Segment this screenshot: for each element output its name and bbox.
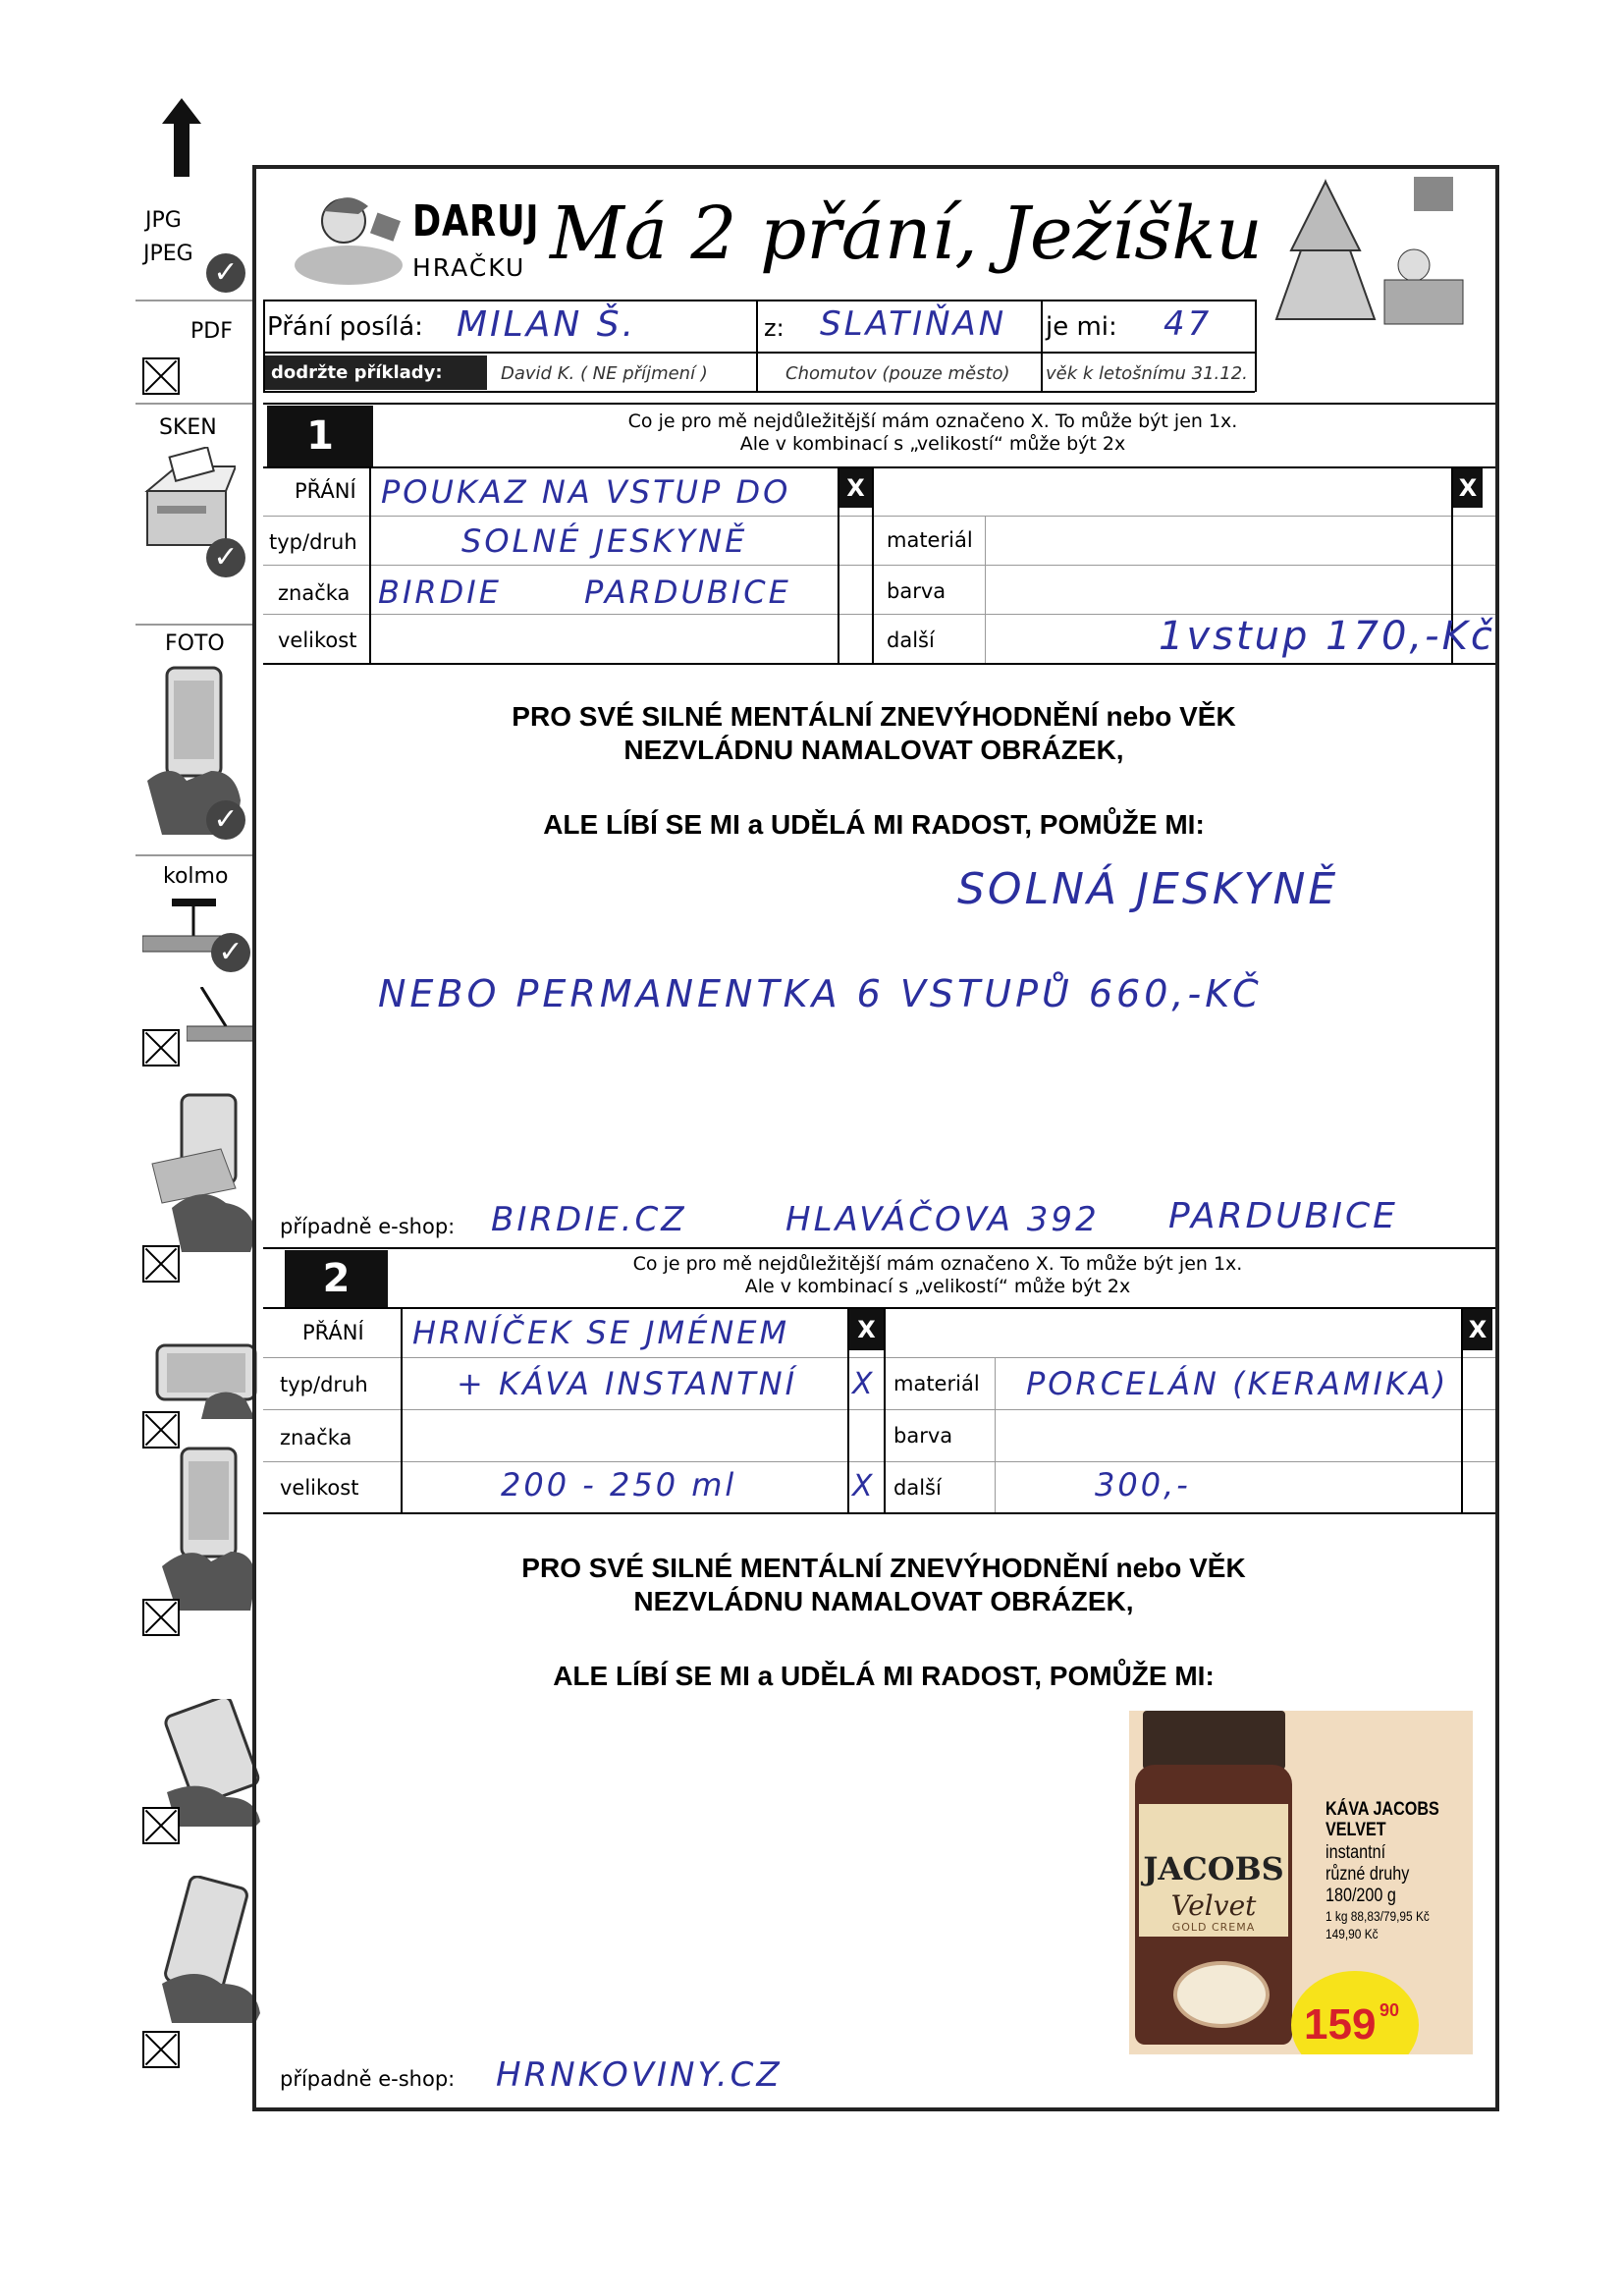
logo-hracku: HRAČKU bbox=[412, 253, 526, 282]
cross-icon bbox=[142, 2031, 180, 2068]
wish-2-label-material: materiál bbox=[893, 1372, 980, 1395]
wish-2-number: 2 bbox=[285, 1250, 388, 1307]
ad-line-4: 1 kg 88,83/79,95 Kč bbox=[1325, 1908, 1430, 1924]
wish-2-label-color: barva bbox=[893, 1424, 953, 1448]
cross-icon bbox=[142, 1599, 180, 1636]
wish-1-value-wish: POUKAZ NA VSTUP DO bbox=[381, 473, 791, 511]
wish-1-label-wish: PŘÁNÍ bbox=[295, 479, 356, 503]
format-jpeg-label: JPEG bbox=[143, 242, 193, 266]
wish-1-handwritten-2: NEBO PERMANENTKA 6 VSTUPŮ 660,-KČ bbox=[378, 972, 1263, 1015]
wish-1-value-brand-1: BIRDIE bbox=[378, 574, 502, 611]
page-title: Má 2 přání, Ježíšku bbox=[550, 191, 1263, 276]
checkmark-icon: ✓ bbox=[206, 538, 245, 577]
wish-2-value-size: 200 - 250 ml bbox=[501, 1466, 737, 1503]
wish-1-x-mark-right: X bbox=[1453, 468, 1483, 508]
santa-logo-icon bbox=[290, 187, 412, 290]
format-perpendicular-label: kolmo bbox=[163, 864, 229, 889]
wish-2-eshop-label: případně e-shop: bbox=[280, 2067, 456, 2091]
wish-2-type-mark: X bbox=[852, 1367, 876, 1401]
sender-label: Přání posílá: bbox=[267, 312, 423, 342]
wish-1-eshop-1: BIRDIE.CZ bbox=[491, 1200, 687, 1239]
example-label: dodržte příklady: bbox=[265, 355, 487, 390]
wish-2-label-wish: PŘÁNÍ bbox=[302, 1321, 364, 1344]
ad-line-2: různé druhy bbox=[1325, 1864, 1410, 1885]
wish-2-statement-2: NEZVLÁDNU NAMALOVAT OBRÁZEK, bbox=[633, 1586, 1134, 1616]
wish-1-statement-2: NEZVLÁDNU NAMALOVAT OBRÁZEK, bbox=[623, 735, 1124, 765]
format-jpg-label: JPG bbox=[145, 208, 182, 233]
wish-1-handwritten-1: SOLNÁ JESKYNĚ bbox=[957, 864, 1339, 914]
wish-1-eshop-3: PARDUBICE bbox=[1168, 1196, 1398, 1236]
sender-name: MILAN Š. bbox=[457, 304, 637, 345]
format-pdf-label: PDF bbox=[190, 319, 233, 344]
ad-price: 159 bbox=[1304, 2000, 1377, 2049]
wish-2-label-other: další bbox=[893, 1476, 942, 1500]
wish-1-statement-3: ALE LÍBÍ SE MI a UDĚLÁ MI RADOST, POMŮŽE MI: bbox=[543, 809, 1205, 840]
format-photo-label: FOTO bbox=[165, 631, 225, 656]
wish-1-label-size: velikost bbox=[278, 629, 357, 652]
checkmark-icon: ✓ bbox=[206, 800, 245, 840]
age-value: 47 bbox=[1163, 304, 1213, 344]
format-scan-label: SKEN bbox=[159, 415, 217, 440]
example-name: David K. ( NE příjmení ) bbox=[501, 363, 708, 384]
ad-price-cents: 90 bbox=[1380, 2000, 1400, 2020]
ad-sub: Velvet bbox=[1170, 1889, 1257, 1922]
ad-line-1: instantní bbox=[1325, 1842, 1386, 1863]
wish-2-value-type: + KÁVA INSTANTNÍ bbox=[457, 1365, 798, 1402]
logo-daruj: DARUJ bbox=[412, 196, 540, 246]
wish-2-value-material: PORCELÁN (KERAMIKA) bbox=[1026, 1365, 1449, 1402]
product-ad-image bbox=[1129, 1711, 1473, 2054]
wish-1-x-mark: X bbox=[839, 468, 872, 508]
city-value: SLATIŇAN bbox=[820, 304, 1007, 344]
wish-2-rule-line-1: Co je pro mě nejdůležitější mám označeno X. To může být jen 1x. bbox=[632, 1253, 1243, 1275]
example-age: věk k letošnímu 31.12. bbox=[1046, 363, 1248, 384]
wish-1-label-type: typ/druh bbox=[269, 530, 357, 554]
ad-sub2: GOLD CREMA bbox=[1171, 1921, 1256, 1934]
checkmark-icon: ✓ bbox=[206, 253, 245, 293]
cross-icon bbox=[142, 1029, 180, 1066]
wish-2-eshop-value: HRNKOVINY.CZ bbox=[496, 2055, 783, 2095]
wish-1-eshop-label: případně e-shop: bbox=[280, 1215, 456, 1238]
phone-angled-icon bbox=[142, 1090, 265, 1252]
angled-camera-icon bbox=[187, 987, 255, 1046]
phone-tilted-icon bbox=[147, 1444, 265, 1611]
wish-2-size-mark: X bbox=[852, 1469, 876, 1503]
ad-line-5: 149,90 Kč bbox=[1325, 1926, 1379, 1941]
cross-icon bbox=[142, 1807, 180, 1844]
ad-line-3: 180/200 g bbox=[1325, 1886, 1396, 1906]
wish-1-value-other: 1vstup 170,-Kč bbox=[1159, 614, 1495, 659]
city-label: z: bbox=[764, 314, 784, 342]
wish-1-value-type: SOLNÉ JESKYNĚ bbox=[461, 522, 748, 560]
wish-1-rule-line-1: Co je pro mě nejdůležitější mám označeno X. To může být jen 1x. bbox=[627, 410, 1238, 432]
wish-2-value-wish: HRNÍČEK SE JMÉNEM bbox=[412, 1314, 790, 1351]
wish-2-statement-3: ALE LÍBÍ SE MI a UDĚLÁ MI RADOST, POMŮŽE MI: bbox=[553, 1661, 1215, 1691]
wish-1-label-brand: značka bbox=[278, 581, 351, 605]
wish-2-value-other: 300,- bbox=[1095, 1466, 1191, 1503]
wish-1-value-brand-2: PARDUBICE bbox=[584, 574, 791, 611]
wish-1-eshop-2: HLAVÁČOVA 392 bbox=[785, 1200, 1100, 1239]
age-label: je mi: bbox=[1046, 312, 1117, 342]
ad-brand: JACOBS bbox=[1143, 1850, 1284, 1887]
wish-2-label-type: typ/druh bbox=[280, 1373, 368, 1396]
wish-2-x-mark: X bbox=[849, 1309, 884, 1350]
checkmark-icon: ✓ bbox=[211, 933, 250, 972]
wish-1-rule-line-2: Ale v kombinací s „velikostí“ může být 2x bbox=[739, 433, 1126, 455]
christmas-tree-icon bbox=[1267, 172, 1478, 334]
up-arrow-icon bbox=[162, 98, 201, 177]
wish-2-statement-1: PRO SVÉ SILNÉ MENTÁLNÍ ZNEVÝHODNĚNÍ nebo VĚK bbox=[521, 1553, 1246, 1583]
wish-2-rule-line-2: Ale v kombinací s „velikostí“ může být 2x bbox=[744, 1276, 1131, 1297]
ad-title-2: VELVET bbox=[1325, 1820, 1386, 1840]
wish-1-statement-1: PRO SVÉ SILNÉ MENTÁLNÍ ZNEVÝHODNĚNÍ nebo VĚK bbox=[512, 701, 1236, 732]
wish-2-label-brand: značka bbox=[280, 1426, 352, 1449]
wish-2-x-mark-right: X bbox=[1463, 1309, 1492, 1350]
wish-1-label-other: další bbox=[887, 629, 935, 652]
cross-icon bbox=[142, 357, 180, 395]
wish-2-label-size: velikost bbox=[280, 1476, 359, 1500]
ad-title-1: KÁVA JACOBS bbox=[1325, 1799, 1439, 1820]
example-city: Chomutov (pouze město) bbox=[785, 363, 1010, 384]
phone-landscape-icon bbox=[147, 1326, 265, 1419]
wish-1-number: 1 bbox=[267, 406, 373, 466]
wish-1-label-color: barva bbox=[887, 579, 947, 603]
wish-1-label-material: materiál bbox=[887, 528, 973, 552]
cross-icon bbox=[142, 1245, 180, 1283]
